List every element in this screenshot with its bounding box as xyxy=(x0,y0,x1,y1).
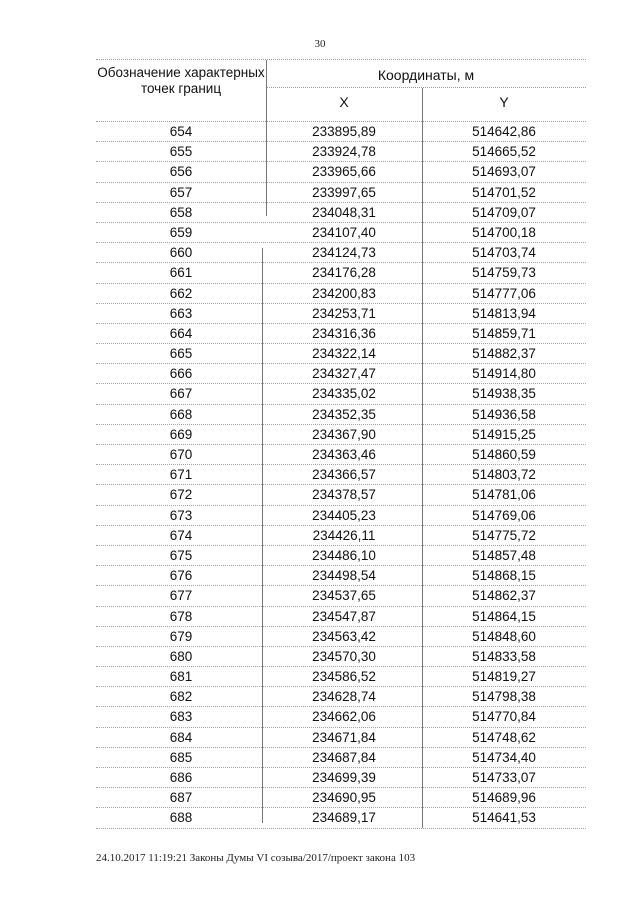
y-coordinate-cell: 514936,58 xyxy=(472,406,536,422)
x-column-header: X xyxy=(339,94,349,110)
table-row xyxy=(96,586,586,606)
point-number-cell: 666 xyxy=(169,366,193,382)
table-row xyxy=(96,445,586,465)
x-coordinate-cell: 234253,71 xyxy=(312,305,376,321)
page-number: 30 xyxy=(314,38,326,50)
x-coordinate-cell: 234176,28 xyxy=(312,265,376,281)
table-row xyxy=(96,243,586,263)
x-coordinate-cell: 234628,74 xyxy=(312,689,376,705)
point-number-cell: 685 xyxy=(169,749,193,765)
point-number-cell: 672 xyxy=(169,487,193,503)
point-number-cell: 675 xyxy=(169,547,193,563)
point-number-cell: 673 xyxy=(169,507,193,523)
point-number-cell: 664 xyxy=(169,325,193,341)
x-coordinate-cell: 234671,84 xyxy=(312,729,376,745)
table-row xyxy=(96,122,586,142)
point-number-cell: 668 xyxy=(169,406,193,422)
y-coordinate-cell: 514803,72 xyxy=(472,467,536,483)
table-row xyxy=(96,223,586,243)
table-row xyxy=(96,627,586,647)
x-coordinate-cell: 233965,66 xyxy=(312,164,376,180)
point-number-cell: 679 xyxy=(169,628,193,644)
x-coordinate-cell: 234498,54 xyxy=(312,568,376,584)
table-row xyxy=(96,425,586,445)
coordinates-subheader-rule xyxy=(266,87,586,88)
y-coordinate-cell: 514693,07 xyxy=(472,164,536,180)
point-number-cell: 676 xyxy=(169,568,193,584)
x-coordinate-cell: 234687,84 xyxy=(312,749,376,765)
y-coordinate-cell: 514915,25 xyxy=(472,426,536,442)
y-coordinate-cell: 514642,86 xyxy=(472,124,536,139)
point-number-cell: 684 xyxy=(169,729,193,745)
table-row xyxy=(96,183,586,203)
x-coordinate-cell: 234367,90 xyxy=(312,426,376,442)
table-row xyxy=(96,344,586,364)
x-coordinate-cell: 234352,35 xyxy=(312,406,376,422)
y-coordinate-cell: 514748,62 xyxy=(472,729,536,745)
x-coordinate-cell: 234689,17 xyxy=(312,810,376,826)
table-row xyxy=(96,647,586,667)
point-number-cell: 680 xyxy=(169,648,193,664)
table-row xyxy=(96,263,586,283)
point-number-cell: 657 xyxy=(169,184,193,200)
table-row xyxy=(96,405,586,425)
point-number-cell: 681 xyxy=(169,669,193,685)
coordinates-table xyxy=(96,58,586,829)
y-coordinate-cell: 514819,27 xyxy=(472,669,536,685)
table-row xyxy=(96,768,586,788)
table-row xyxy=(96,808,586,828)
point-number-cell: 670 xyxy=(169,447,193,462)
y-column-header: Y xyxy=(499,94,509,110)
y-coordinate-cell: 514641,53 xyxy=(472,810,536,826)
y-coordinate-cell: 514914,80 xyxy=(472,366,536,382)
point-designation-header: Обозначение характерных точек границ xyxy=(97,65,265,96)
x-coordinate-cell: 234327,47 xyxy=(312,366,376,382)
table-header xyxy=(96,58,586,122)
point-number-cell: 669 xyxy=(169,426,193,442)
table-row xyxy=(96,304,586,324)
y-coordinate-cell: 514777,06 xyxy=(472,285,536,301)
y-coordinate-cell: 514769,06 xyxy=(472,507,536,523)
table-row xyxy=(96,465,586,485)
x-coordinate-cell: 234486,10 xyxy=(312,547,376,563)
y-coordinate-cell: 514868,15 xyxy=(472,568,536,584)
table-row xyxy=(96,364,586,384)
point-number-cell: 659 xyxy=(169,224,193,240)
x-coordinate-cell: 234378,57 xyxy=(312,487,376,503)
header-top-rule xyxy=(96,59,586,60)
table-row xyxy=(96,142,586,162)
y-coordinate-cell: 514665,52 xyxy=(472,144,536,160)
x-coordinate-cell: 234563,42 xyxy=(312,628,376,644)
footer-stamp: 24.10.2017 11:19:21 Законы Думы VI созыва/2017/проект закона 103 xyxy=(96,852,416,864)
x-coordinate-cell: 233924,78 xyxy=(312,144,376,160)
table-row xyxy=(96,506,586,526)
table-row xyxy=(96,485,586,505)
y-coordinate-cell: 514709,07 xyxy=(472,204,536,220)
point-number-cell: 658 xyxy=(169,204,193,220)
y-coordinate-cell: 514864,15 xyxy=(472,608,536,624)
x-coordinate-cell: 234426,11 xyxy=(312,527,376,543)
coordinates-header: Координаты, м xyxy=(377,67,475,83)
y-coordinate-cell: 514734,40 xyxy=(472,749,536,765)
table-row xyxy=(96,284,586,304)
x-coordinate-cell: 234699,39 xyxy=(312,770,376,785)
table-row xyxy=(96,324,586,344)
x-coordinate-cell: 234363,46 xyxy=(312,447,376,462)
point-number-cell: 674 xyxy=(169,527,193,543)
point-number-cell: 656 xyxy=(169,164,193,180)
x-coordinate-cell: 234690,95 xyxy=(312,790,376,806)
x-coordinate-cell: 234124,73 xyxy=(312,245,376,261)
x-coordinate-cell: 234537,65 xyxy=(312,588,376,604)
point-number-cell: 654 xyxy=(169,124,193,139)
y-coordinate-cell: 514862,37 xyxy=(472,588,536,604)
table-row xyxy=(96,788,586,808)
x-coordinate-cell: 233997,65 xyxy=(312,184,376,200)
y-coordinate-cell: 514859,71 xyxy=(472,325,536,341)
x-coordinate-cell: 234366,57 xyxy=(312,467,376,483)
column-divider-xy xyxy=(422,88,423,828)
point-number-cell: 662 xyxy=(169,285,193,301)
point-number-cell: 663 xyxy=(169,305,193,321)
y-coordinate-cell: 514703,74 xyxy=(472,245,536,261)
point-number-cell: 671 xyxy=(169,467,193,483)
point-number-cell: 688 xyxy=(169,810,193,826)
x-coordinate-cell: 234316,36 xyxy=(312,325,376,341)
y-coordinate-cell: 514770,84 xyxy=(472,709,536,725)
table-row xyxy=(96,162,586,182)
table-row xyxy=(96,203,586,223)
table-row xyxy=(96,707,586,727)
point-number-cell: 660 xyxy=(169,245,193,261)
y-coordinate-cell: 514813,94 xyxy=(472,305,536,321)
y-coordinate-cell: 514798,38 xyxy=(472,689,536,705)
table-row xyxy=(96,728,586,748)
y-coordinate-cell: 514860,59 xyxy=(472,447,536,462)
point-number-cell: 667 xyxy=(169,386,193,402)
table-row xyxy=(96,566,586,586)
table-row xyxy=(96,748,586,768)
y-coordinate-cell: 514857,48 xyxy=(472,547,536,563)
y-coordinate-cell: 514848,60 xyxy=(472,628,536,644)
table-row xyxy=(96,687,586,707)
point-number-cell: 665 xyxy=(169,346,193,362)
x-coordinate-cell: 234547,87 xyxy=(312,608,376,624)
y-coordinate-cell: 514689,96 xyxy=(472,790,536,806)
point-number-cell: 678 xyxy=(169,608,193,624)
table-row xyxy=(96,526,586,546)
column-divider-name xyxy=(266,60,267,216)
x-coordinate-cell: 234107,40 xyxy=(312,224,376,240)
y-coordinate-cell: 514759,73 xyxy=(472,265,536,281)
column-divider-name-lower xyxy=(262,248,263,823)
x-coordinate-cell: 234405,23 xyxy=(312,507,376,523)
table-row xyxy=(96,546,586,566)
point-number-cell: 687 xyxy=(169,790,193,806)
y-coordinate-cell: 514701,52 xyxy=(472,184,536,200)
x-coordinate-cell: 234570,30 xyxy=(312,648,376,664)
x-coordinate-cell: 234322,14 xyxy=(312,346,376,362)
y-coordinate-cell: 514882,37 xyxy=(472,346,536,362)
x-coordinate-cell: 234335,02 xyxy=(312,386,376,402)
y-coordinate-cell: 514781,06 xyxy=(472,487,536,503)
y-coordinate-cell: 514775,72 xyxy=(472,527,536,543)
x-coordinate-cell: 233895,89 xyxy=(312,124,376,139)
y-coordinate-cell: 514733,07 xyxy=(472,770,536,785)
y-coordinate-cell: 514833,58 xyxy=(472,648,536,664)
point-number-cell: 661 xyxy=(169,265,193,281)
x-coordinate-cell: 234200,83 xyxy=(312,285,376,301)
x-coordinate-cell: 234662,06 xyxy=(312,709,376,725)
table-row xyxy=(96,384,586,404)
point-number-cell: 677 xyxy=(169,588,193,604)
point-number-cell: 683 xyxy=(169,709,193,725)
x-coordinate-cell: 234586,52 xyxy=(312,669,376,685)
point-number-cell: 686 xyxy=(169,770,193,785)
table-row xyxy=(96,607,586,627)
table-row xyxy=(96,667,586,687)
point-number-cell: 655 xyxy=(169,144,193,160)
y-coordinate-cell: 514700,18 xyxy=(472,224,536,240)
y-coordinate-cell: 514938,35 xyxy=(472,386,536,402)
x-coordinate-cell: 234048,31 xyxy=(312,204,376,220)
point-number-cell: 682 xyxy=(169,689,193,705)
table-body xyxy=(96,122,586,829)
